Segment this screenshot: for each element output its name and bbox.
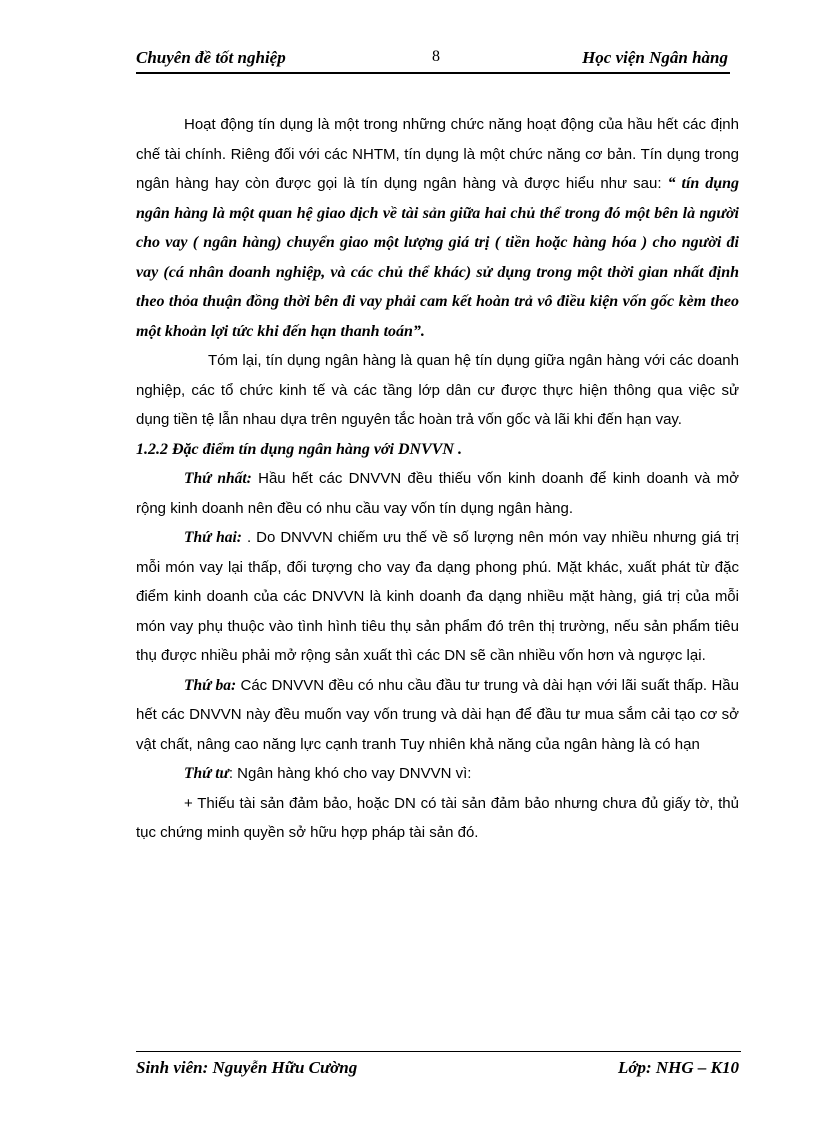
paragraph-intro-text: Hoạt động tín dụng là một trong những chức năng hoạt động của hầu hết các định chế tài chính. Riêng đối với các NHTM, tín dụng là một chức năng cơ bản. Tín dụng trong ngân hàng hay còn được gọi là tín dụng ngân hàng và được hiểu như sau: (136, 116, 739, 192)
page-header (136, 48, 730, 74)
header-institution: Học viện Ngân hàng (582, 48, 728, 67)
paragraph-credit-definition (136, 110, 739, 346)
section-heading: 1.2.2 Đặc điểm tín dụng ngân hàng với DNVVN . (136, 440, 462, 458)
document-body (136, 110, 739, 848)
text-first: Hầu hết các DNVVN đều thiếu vốn kinh doanh để kinh doanh và mở rộng kinh doanh nên đều có nhu cầu vay vốn tín dụng ngân hàng. (136, 470, 739, 517)
text-fourth: : Ngân hàng khó cho vay DNVVN vì: (228, 765, 472, 782)
paragraph-fourth (136, 759, 739, 789)
text-second: . Do DNVVN chiếm ưu thế về số lượng nên món vay nhiều nhưng giá trị mỗi món vay lại thấp, đối tượng cho vay đa dạng phong phú. Mặt khác, xuất phát từ đặc điểm kinh doanh của các DNVVN là kinh doanh đa dạng nhiều mặt hàng, giá trị của mỗi món vay phụ thuộc vào tình hình tiêu thụ sản phẩm đó trên thị trường, nếu sản phẩm tiêu thụ được nhiều phải mở rộng sản xuất thì các DN sẽ cần nhiều vốn hơn và ngược lại. (136, 529, 739, 664)
footer-class: Lớp: NHG – K10 (617, 1058, 739, 1077)
page-footer (136, 1051, 741, 1080)
paragraph-summary: Tóm lại, tín dụng ngân hàng là quan hệ tín dụng giữa ngân hàng với các doanh nghiệp, các tổ chức kinh tế và các tầng lớp dân cư được thực hiện thông qua việc sử dụng tiền tệ lẫn nhau dựa trên nguyên tắc hoàn trả vốn gốc và lãi khi đến hạn vay. (136, 352, 739, 428)
label-second: Thứ hai: (184, 529, 242, 546)
page-number: 8 (432, 48, 440, 65)
label-first: Thứ nhất: (184, 470, 252, 487)
paragraph-collateral: + Thiếu tài sản đảm bảo, hoặc DN có tài sản đảm bảo nhưng chưa đủ giấy tờ, thủ tục chứng minh quyền sở hữu hợp pháp tài sản đó. (136, 794, 739, 841)
label-third: Thứ ba: (184, 676, 237, 694)
footer-student: Sinh viên: Nguyễn Hữu Cường (136, 1058, 358, 1077)
paragraph-third (136, 671, 739, 760)
text-third: Các DNVVN đều có nhu cầu đầu tư trung và dài hạn với lãi suất thấp. Hầu hết các DNVVN này đều muốn vay vốn trung và dài hạn để đầu tư mua sắm cải tạo cơ sở vật chất, nâng cao năng lực cạnh tranh Tuy nhiên khả năng của ngân hàng là có hạn (136, 676, 739, 753)
paragraph-first (136, 464, 739, 523)
credit-definition-quote: “ tín dụng ngân hàng là một quan hệ giao dịch về tài sản giữa hai chủ thể trong đó một bên là người cho vay ( ngân hàng) chuyển giao một lượng giá trị ( tiền hoặc hàng hóa ) cho người đi vay (cá nhân doanh nghiệp, và các chủ thể khác) sử dụng trong một thời gian nhất định theo thỏa thuận đồng thời bên đi vay phải cam kết hoàn trả vô điều kiện vốn gốc kèm theo một khoản lợi tức khi đến hạn thanh toán”. (136, 175, 740, 340)
header-title: Chuyên đề tốt nghiệp (136, 48, 286, 67)
label-fourth: Thứ tư (184, 765, 229, 782)
paragraph-second (136, 523, 739, 671)
